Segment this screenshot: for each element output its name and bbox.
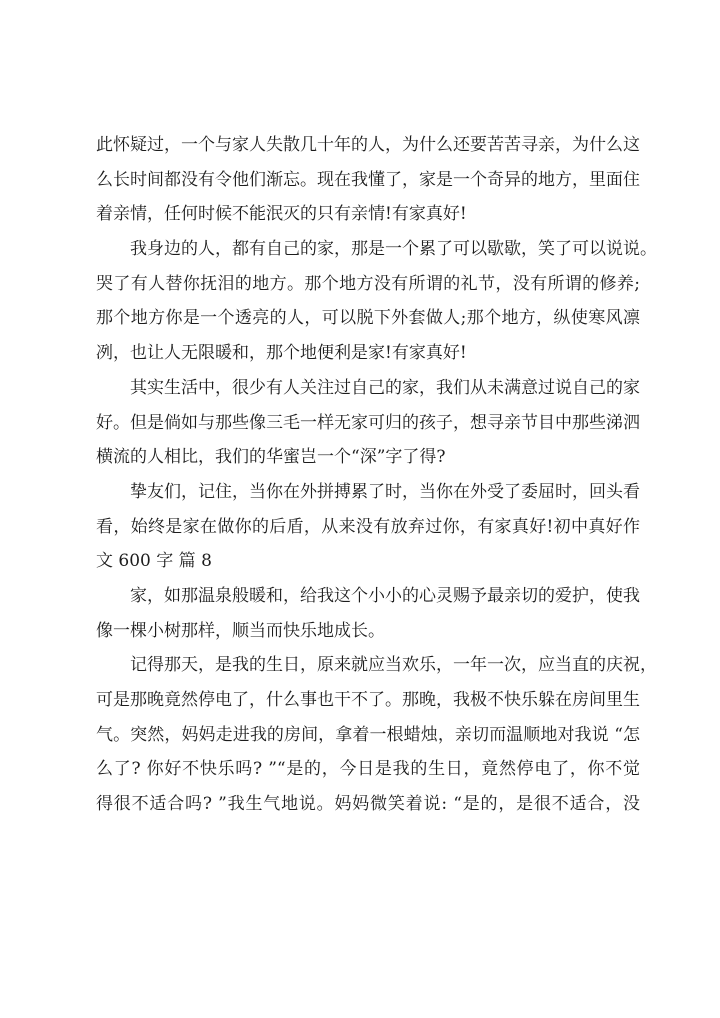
text-line: 看，始终是家在做你的后盾，从来没有放弃过你，有家真好!初中真好作 — [96, 516, 640, 537]
text-line: 好。但是倘如与那些像三毛一样无家可归的孩子，想寻亲节目中那些涕泗 — [96, 412, 640, 433]
text-line: 此怀疑过，一个与家人失散几十年的人，为什么还要苦苦寻亲，为什么这 — [96, 135, 640, 155]
text-line: 横流的人相比，我们的华蜜岂一个“深”字了得? — [96, 447, 446, 468]
text-line: 冽，也让人无限暖和，那个地便利是家!有家真好! — [96, 343, 467, 364]
text-line: 气。突然，妈妈走进我的房间，拿着一根蜡烛，亲切而温顺地对我说 “怎 — [96, 724, 640, 745]
text-line: 哭了有人替你抚泪的地方。那个地方没有所谓的礼节，没有所谓的修养; — [96, 273, 640, 294]
text-line: 么长时间都没有令他们渐忘。现在我懂了，家是一个奇异的地方，里面住 — [96, 169, 640, 190]
document-body — [96, 128, 657, 822]
text-line: 像一棵小树那样，顺当而快乐地成长。 — [96, 620, 385, 641]
text-line: 那个地方你是一个透亮的人，可以脱下外套做人;那个地方，纵使寒风凛 — [96, 308, 640, 329]
text-line: 着亲情，任何时候不能泯灭的只有亲情!有家真好! — [96, 204, 467, 225]
paragraph-first-line: 我身边的人，都有自己的家，那是一个累了可以歇歇，笑了可以说说。 — [130, 239, 657, 260]
section-heading-line: 文 600 字 篇 8 — [96, 551, 212, 572]
text-line: 么了? 你好不快乐吗? ”“是的，今日是我的生日，竟然停电了，你不觉 — [96, 759, 640, 780]
text-line: 得很不适合吗? ”我生气地说。妈妈微笑着说: “是的，是很不适合，没 — [96, 794, 640, 815]
paragraph-first-line: 家，如那温泉般暖和，给我这个小小的心灵赐予最亲切的爱护，使我 — [130, 585, 640, 606]
paragraph-first-line: 挚友们，记住，当你在外拼搏累了时，当你在外受了委屈时，回头看 — [130, 481, 640, 502]
paragraph-first-line: 其实生活中，很少有人关注过自己的家，我们从未满意过说自己的家 — [130, 377, 640, 398]
paragraph-first-line: 记得那天，是我的生日，原来就应当欢乐，一年一次，应当直的庆祝， — [130, 655, 657, 676]
text-line: 可是那晚竟然停电了，什么事也干不了。那晚，我极不快乐躲在房间里生 — [96, 690, 640, 710]
